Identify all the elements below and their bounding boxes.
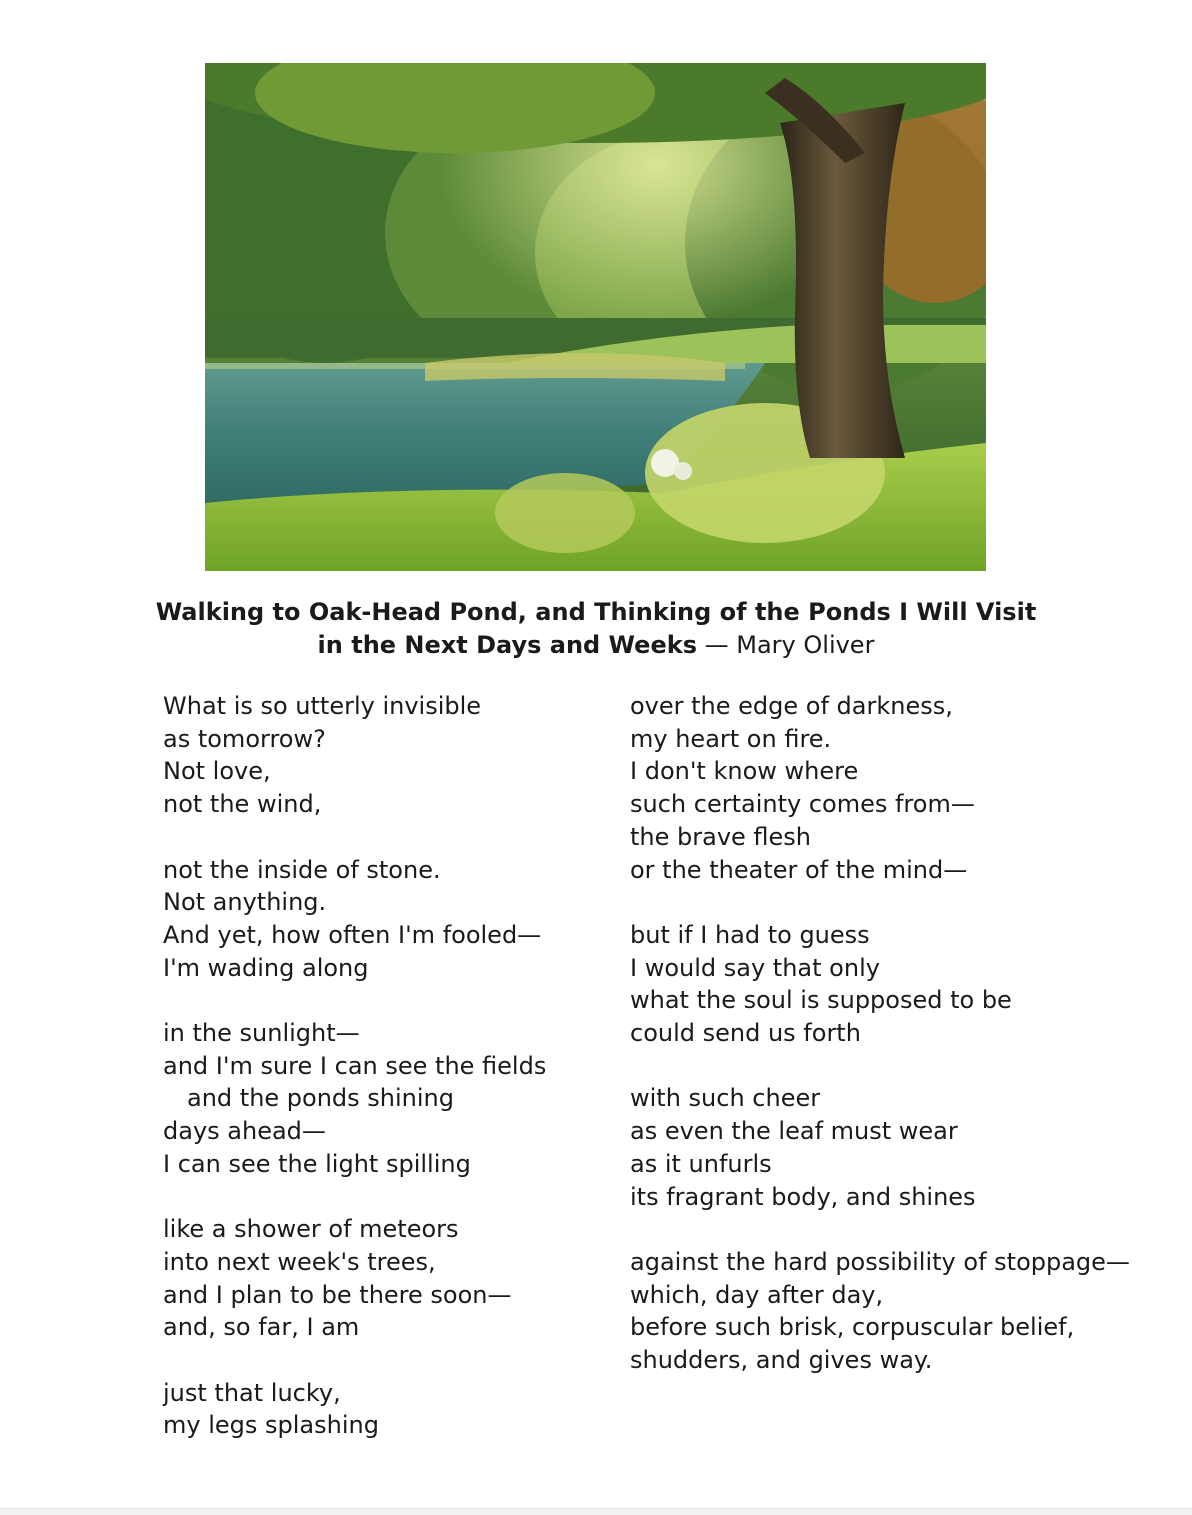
poem-line: I can see the light spilling	[163, 1149, 471, 1178]
poem-line: as even the leaf must wear	[630, 1117, 958, 1146]
stanza	[163, 854, 603, 985]
poem-line: into next week's trees,	[163, 1247, 436, 1276]
poem-line: as it unfurls	[630, 1149, 772, 1178]
poem-author: Mary Oliver	[736, 631, 875, 659]
poem-line: its fragrant body, and shines	[630, 1182, 976, 1211]
poem-line: and, so far, I am	[163, 1313, 360, 1342]
poem-line: not the wind,	[163, 790, 322, 819]
poem-line: against the hard possibility of stoppage—	[630, 1247, 1130, 1276]
poem-line: like a shower of meteors	[163, 1215, 459, 1244]
poem-line: I don't know where	[630, 757, 859, 786]
poem-line: the brave flesh	[630, 822, 812, 851]
poem-line: and I plan to be there soon—	[163, 1280, 512, 1309]
stanza	[630, 690, 1170, 886]
poem-line: I would say that only	[630, 953, 880, 982]
poem-line: What is so utterly invisible	[163, 692, 482, 720]
poem-line: days ahead—	[163, 1117, 326, 1146]
poem-line: my legs splashing	[163, 1411, 379, 1440]
title-line-2-text: in the Next Days and Weeks	[317, 631, 697, 659]
title-separator: —	[704, 631, 729, 659]
poem-line: And yet, how often I'm fooled—	[163, 920, 542, 949]
poem-line: in the sunlight—	[163, 1019, 360, 1047]
poem-line: but if I had to guess	[630, 920, 870, 949]
stanza	[630, 1082, 1170, 1213]
poem-line: not the inside of stone.	[163, 855, 441, 884]
poem-line: Not love,	[163, 757, 271, 786]
poem-line: such certainty comes from—	[630, 790, 975, 819]
poem-line: just that lucky,	[163, 1378, 341, 1407]
poem-line: and I'm sure I can see the fields	[163, 1051, 547, 1080]
stanza	[163, 1213, 603, 1344]
poem-line: before such brisk, corpuscular belief,	[630, 1313, 1075, 1342]
poem-left-column	[163, 690, 603, 1475]
poem-line: I'm wading along	[163, 953, 369, 982]
stanza	[163, 1377, 603, 1442]
poem-line: could send us forth	[630, 1019, 861, 1048]
poem-title	[100, 596, 1092, 662]
poem-right-column	[630, 690, 1170, 1409]
poem-line: shudders, and gives way.	[630, 1346, 933, 1375]
stanza	[630, 919, 1170, 1050]
title-line-2	[100, 629, 1092, 662]
pond-landscape-image	[205, 63, 986, 571]
poem-line: or the theater of the mind—	[630, 855, 968, 884]
poem-line: which, day after day,	[630, 1280, 884, 1309]
poem-line: what the soul is supposed to be	[630, 986, 1012, 1015]
stanza	[630, 1246, 1170, 1377]
poem-line: and the ponds shining	[187, 1084, 454, 1113]
poem-line: over the edge of darkness,	[630, 692, 953, 720]
pond-photo	[205, 63, 986, 571]
poem-line: Not anything.	[163, 888, 327, 917]
stanza	[163, 690, 603, 821]
poem-line: as tomorrow?	[163, 724, 326, 753]
stanza	[163, 1017, 603, 1181]
title-line-1: Walking to Oak-Head Pond, and Thinking of the Ponds I Will Visit	[155, 598, 1037, 626]
poem-line: with such cheer	[630, 1084, 821, 1113]
poem-line: my heart on fire.	[630, 724, 832, 753]
